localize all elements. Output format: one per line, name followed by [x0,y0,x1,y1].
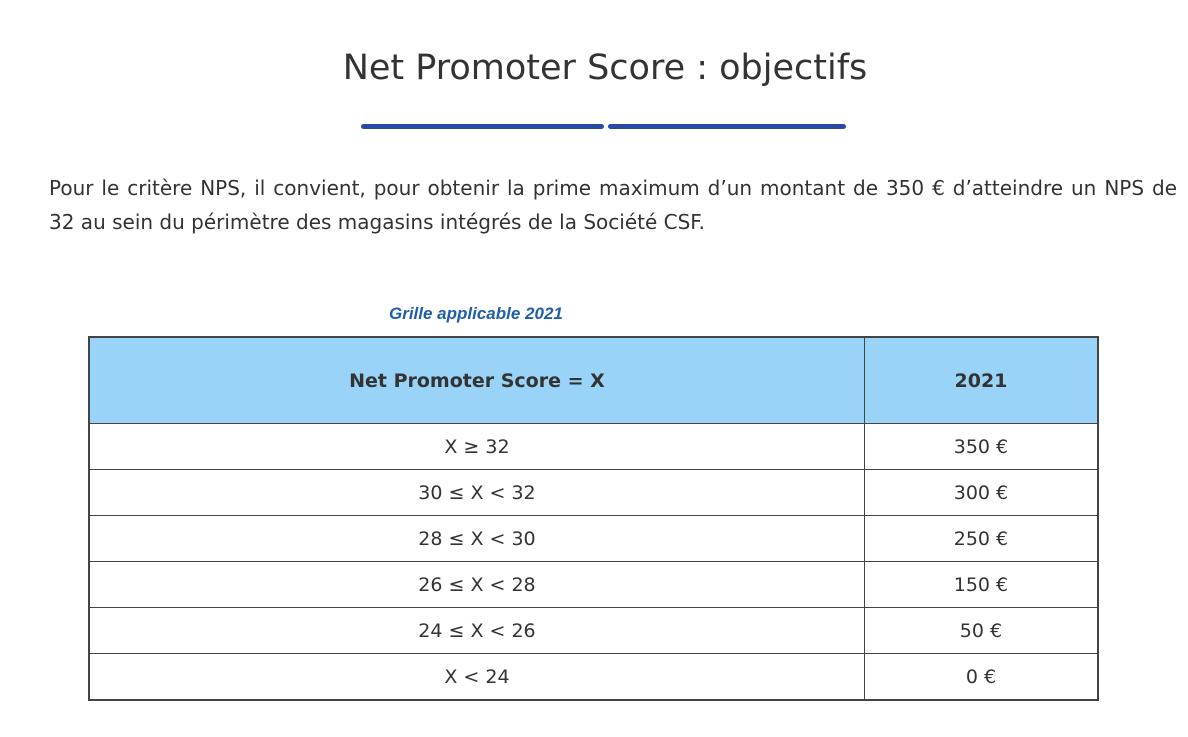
amount-cell: 0 € [864,654,1098,701]
title-underline-right [608,124,846,129]
nps-range-cell: X < 24 [89,654,864,701]
table-row [89,654,1098,701]
table-row [89,470,1098,516]
nps-range-cell: 26 ≤ X < 28 [89,562,864,608]
nps-range-cell: 24 ≤ X < 26 [89,608,864,654]
intro-paragraph [49,171,1177,239]
page-title: Net Promoter Score : objectifs [342,48,868,88]
table-row [89,608,1098,654]
intro-line-1: Pour le critère NPS, il convient, pour obtenir la prime maximum d’un montant de 350 € d’atteindre un [49,176,1097,200]
table-row [89,562,1098,608]
table-row [89,424,1098,470]
table-row [89,516,1098,562]
nps-range-cell: 30 ≤ X < 32 [89,470,864,516]
amount-cell: 150 € [864,562,1098,608]
grid-caption: Grille applicable 2021 [389,304,563,323]
amount-cell: 350 € [864,424,1098,470]
intro-line-2: NPS de 32 au sein du périmètre des magasins intégrés de la Société CSF. [49,176,1177,234]
table-header-row [89,337,1098,424]
header-year: 2021 [864,337,1098,424]
amount-cell: 300 € [864,470,1098,516]
amount-cell: 250 € [864,516,1098,562]
header-nps-range: Net Promoter Score = X [89,337,864,424]
nps-range-cell: X ≥ 32 [89,424,864,470]
title-underline-left [361,124,604,129]
nps-grid-table [88,336,1099,701]
amount-cell: 50 € [864,608,1098,654]
nps-range-cell: 28 ≤ X < 30 [89,516,864,562]
